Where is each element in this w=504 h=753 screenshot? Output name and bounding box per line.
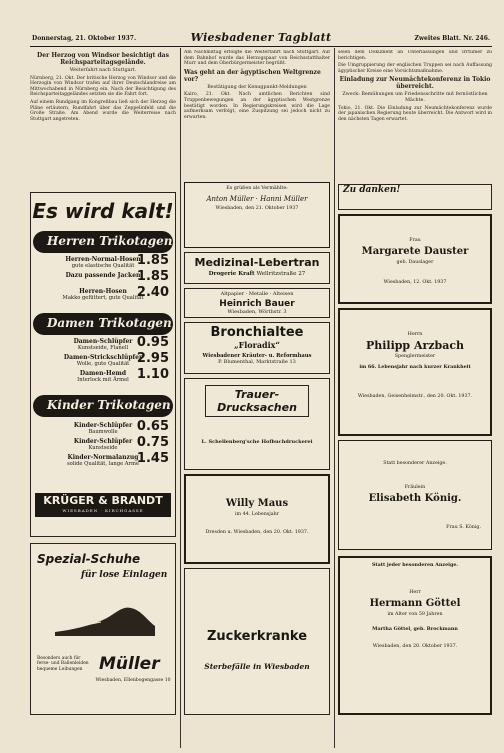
article-subline: Zweck: Bemühungen um Friedensschritte mit fernöstlichen Mächte. [342, 92, 488, 103]
shoe-note: Besonders auch für ferse- und Ballenleiden bequeme Leibungen [37, 656, 89, 672]
masthead [30, 31, 492, 47]
obituary-koenig: Statt besonderer Anzeige. Fräulein Elisabeth König. Frau S. König. [338, 440, 492, 550]
price-row: Herren-Normal-Hosen gute elastische Qualität 1.85 [65, 253, 169, 269]
price-row: Damen-Schlüpfer Kunstseide, Flanell 0.95 [73, 335, 169, 351]
bronchialtee-ad: Bronchialtee „Floradix“ Wiesbadener Kräuter- u. Reformhaus P. Blumenthal, Marktstraße 13 [184, 322, 330, 374]
article-paragraph: Die Umgruppierung der englischen Truppen sei nach Auffassung ägyptischer Kreise eine Vorsichtsmaßnahme. [338, 63, 492, 74]
article-subline: Bestätigung der Kenugpunkt-Meldungen [207, 84, 307, 90]
section-title: Herren Trikotagen [47, 234, 173, 248]
section-title: Damen Trikotagen [47, 316, 172, 330]
article-egypt [184, 50, 330, 178]
ad-banner: Es wird kalt! [32, 199, 174, 223]
article-paragraph: Nürnberg, 21. Okt. Der britische Herzog von Windsor und die Herzogin von Windsor trafen auf ihrer Deutschlandreise am Mittwochabend in Nürnberg ein. Nach der Besichtigung des Reichsparteitaggeländes setzten sie die Fahrt fort. [30, 75, 176, 98]
price-row: Herren-Hosen Makko gefüttert, gute Qualität 2.40 [62, 285, 169, 301]
issue-date: Donnerstag, 21. Oktober 1937. [32, 35, 137, 42]
newspaper-title: Wiesbadener Tagblatt [190, 31, 332, 44]
article-paragraph: Auf einem Rundgang im Kongreßbau ließ sich der Herzog die Pläne erläutern, Rundfahrt über das Zeppelinfeld und die Große Straße. Am Abend wurde die Weiterreise nach Stuttgart angetreten. [30, 99, 176, 122]
lebertran-ad: Medizinal-Lebertran Drogerie Kraft Wellritzstraße 27 [184, 252, 330, 284]
article-headline: Einladung zur Neumächtekonferenz in Tokio überreicht. [339, 76, 491, 91]
article-paragraph: Am Nachmittag erfolgte die Weiterfahrt nach Stuttgart. Auf dem Bahnhof wurde das Herzogspaar von Reichsstatthalter Murr und dem Oberbürgermeister begrüßt. [184, 50, 330, 67]
obituary-goettel: Statt jeder besonderen Anzeige. Herr Hermann Göttel im Alter von 59 Jahren Martha Göttel, geb. Brockmann Wiesbaden, den 20. Oktober 1937. [338, 556, 492, 715]
price-row: Dazu passende Jacken 1.85 [65, 269, 169, 284]
trauer-drucksachen-ad: Trauer-Drucksachen L. Schellenberg'sche Hofbuchdruckerei [184, 378, 330, 470]
shoe-address: Wiesbaden, Ellenbogengasse 10 [95, 678, 171, 683]
column-rule [334, 48, 335, 748]
section-band-kinder [33, 395, 173, 417]
article-subline: Weiterfahrt nach Stuttgart. [69, 68, 137, 73]
obituary-dauster: Frau Margarete Dauster geb. Dauslager Wiesbaden, 12. Okt. 1937 [338, 214, 492, 304]
notices-column [184, 568, 330, 715]
article-paragraph: Kairo, 21. Okt. Nach amtlichen Berichten sind Truppenbewegungen an der ägyptischen Westgrenze bestätigt worden. In Regierungskreisen wird die Lage aufmerksam verfolgt, eine Zuspitzung sei jedoch nicht zu erwarten. [184, 92, 330, 120]
price-row: Kinder-Schlüpfer Baumwolle 0.65 [73, 419, 169, 435]
article-paragraph: seien dem Dokument an Unterlassungen und Irrtümer zu berichtigen. [338, 50, 492, 61]
article-headline: Der Herzog von Windsor besichtigt das Reichsparteitagsgelände. [37, 52, 169, 66]
section-band-herren [33, 231, 173, 253]
article-tokio [338, 50, 492, 180]
price-row: Kinder-Schlüpfer Kunstseide 0.75 [73, 435, 169, 451]
price-row: Kinder-Normalanzug solide Qualität, lange Arme 1.45 [66, 451, 169, 467]
issue-number: Zweites Blatt. Nr. 246. [414, 35, 490, 42]
obituary-willy-maus: Willy Maus im 44. Lebensjahr Dresden u. Wiesbaden, den 20. Okt. 1937. [184, 474, 330, 564]
shoe-illustration-icon [51, 596, 161, 644]
section-band-damen [33, 313, 173, 335]
article-windsor [30, 50, 176, 188]
trikotagen-ad [30, 192, 176, 537]
article-headline: Was geht an der ägyptischen Weltgrenze vor? [184, 68, 321, 83]
bauer-ad: Altpapier · Metalle · Alteisen Heinrich Bauer Wiesbaden, Wörthstr. 3 [184, 288, 330, 318]
deaths-title: Sterbefälle in Wiesbaden [204, 662, 310, 671]
shoe-subtitle: für lose Einlagen [81, 570, 168, 580]
price-row: Damen-Hemd Interlock mit Ärmel 1.10 [77, 367, 169, 383]
sugar-title: Zuckerkranke [206, 629, 308, 644]
shoe-ad [30, 543, 176, 715]
section-title: Kinder Trikotagen [47, 398, 171, 412]
obituary-arzbach: Herrn Philipp Arzbach Spenglermeister im 66. Lebensjahr nach kurzer Krankheit Wiesbaden, Geisenheimstr., den 20. Okt. 1937. [338, 308, 492, 436]
shoe-title: Spezial-Schuhe [37, 552, 141, 566]
store-logo: KRÜGER & BRANDT WIESBADEN · KIRCHGASSE [35, 493, 171, 517]
article-paragraph: Tokio, 21. Okt. Die Einladung zur Neumächtekonferenz wurde der japanischen Regierung heute überreicht. Die Antwort wird in den nächsten Tagen erwartet. [338, 105, 492, 122]
wedding-notice: Es grüßen als Vermählte: Anton Müller · Hanni Müller Wiesbaden, den 21. Oktober 1937 [184, 182, 330, 248]
column-rule [180, 48, 181, 748]
print-title-frame: Trauer-Drucksachen [205, 385, 309, 417]
shoe-brand: Müller [99, 654, 160, 674]
thanks-notice: Zu danken! [338, 184, 492, 210]
price-row: Damen-Strickschlüpfer Wolle, gute Qualität 2.95 [63, 351, 169, 367]
